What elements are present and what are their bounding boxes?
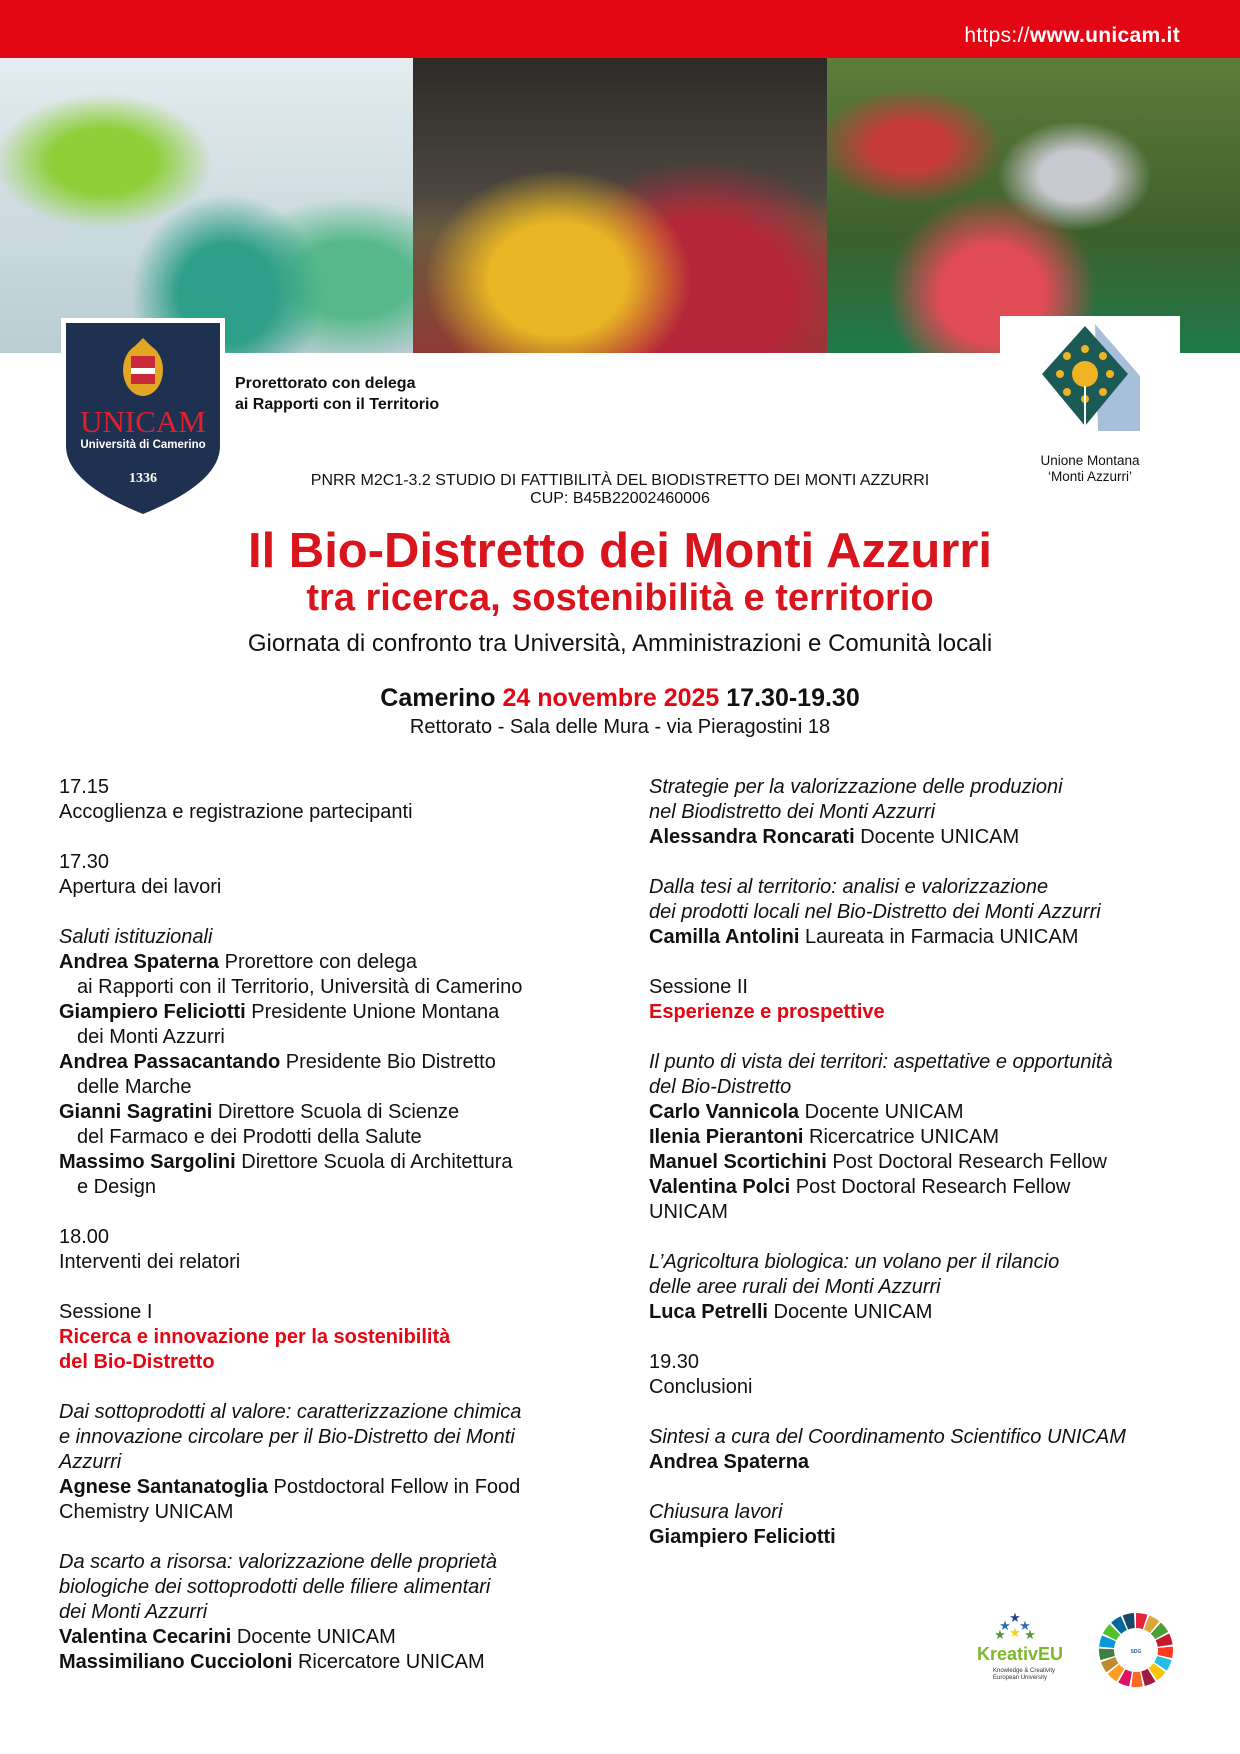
- program-line: [59, 1150, 619, 1175]
- photo-apple-harvest: [827, 58, 1240, 353]
- program-line: [59, 1075, 619, 1100]
- line-text: dei Monti Azzurri: [77, 1026, 225, 1048]
- program-line: [649, 1250, 1209, 1275]
- speaker-name: Camilla Antolini: [649, 926, 800, 948]
- prorettorato-line1: Prorettorato con delega: [235, 375, 416, 392]
- program-line: [59, 1000, 619, 1025]
- sdg-segment: [1157, 1647, 1173, 1659]
- line-text: Direttore Scuola di Architettura: [235, 1151, 513, 1173]
- top-bar: [0, 0, 1240, 58]
- svg-text:★: ★: [1009, 1625, 1021, 1640]
- speaker-name: Andrea Spaterna: [59, 951, 220, 973]
- program-line: [59, 1550, 619, 1575]
- unione-montana-logo: [1000, 316, 1180, 441]
- line-text: Il punto di vista dei territori: aspettative e opportunità: [649, 1051, 1113, 1073]
- event-venue: Rettorato - Sala delle Mura - via Pieragostini 18: [409, 716, 831, 738]
- program-line: [649, 1450, 1209, 1475]
- prorettorato-line2: ai Rapporti con il Territorio: [235, 396, 440, 413]
- spacer: [649, 1025, 1209, 1050]
- program-line: [59, 775, 619, 800]
- line-text: Post Doctoral Research Fellow: [790, 1176, 1071, 1198]
- program-line: [649, 1100, 1209, 1125]
- line-text: Presidente Unione Montana: [245, 1001, 500, 1023]
- program-line: [649, 1350, 1209, 1375]
- program-line: [59, 925, 619, 950]
- line-text: 18.00: [59, 1226, 110, 1248]
- speaker-name: Giampiero Feliciotti: [59, 1001, 246, 1023]
- sdg-segment: [1131, 1672, 1143, 1687]
- line-text: Interventi dei relatori: [59, 1251, 241, 1273]
- speaker-name: Andrea Passacantando: [59, 1051, 281, 1073]
- program-line: [649, 775, 1209, 800]
- program-line: [59, 1225, 619, 1250]
- program-line: [649, 925, 1209, 950]
- svg-text:KreativEU: KreativEU: [977, 1644, 1064, 1664]
- line-text: Docente UNICAM: [231, 1626, 396, 1648]
- line-text: UNICAM: [649, 1201, 728, 1223]
- speaker-name: Ilenia Pierantoni: [649, 1126, 804, 1148]
- line-text: Apertura dei lavori: [59, 876, 222, 898]
- project-title: PNRR M2C1-3.2 STUDIO DI FATTIBILITÀ DEL BIODISTRETTO DEI MONTI AZZURRI: [310, 472, 930, 489]
- event-city: Camerino: [380, 684, 496, 712]
- line-text: nel Biodistretto dei Monti Azzurri: [649, 801, 936, 823]
- line-text: Dai sottoprodotti al valore: caratterizzazione chimica: [59, 1401, 522, 1423]
- spacer: [649, 850, 1209, 875]
- line-text: Prorettore con delega: [219, 951, 417, 973]
- event-date: 24 novembre 2025: [502, 684, 720, 712]
- svg-text:★: ★: [1019, 1618, 1031, 1633]
- page-title: Il Bio-Distretto dei Monti Azzurri: [247, 524, 993, 578]
- program-line: [649, 1375, 1209, 1400]
- line-text: 19.30: [649, 1351, 700, 1373]
- line-text: Chiusura lavori: [649, 1501, 783, 1523]
- line-text: Laureata in Farmacia UNICAM: [799, 926, 1079, 948]
- line-text: Sessione I: [59, 1301, 153, 1323]
- program-line: [59, 850, 619, 875]
- svg-text:Knowledge & Creativity: Knowledge & Creativity: [993, 1668, 1056, 1674]
- program-line: [59, 875, 619, 900]
- program-line: [59, 1500, 619, 1525]
- program-line: [649, 975, 1209, 1000]
- line-text: biologiche dei sottoprodotti delle filiere alimentari: [59, 1576, 491, 1598]
- kreativeu-logo: [975, 1610, 1085, 1690]
- program-line: [649, 1150, 1209, 1175]
- spacer: [649, 1325, 1209, 1350]
- line-text: ai Rapporti con il Territorio, Università di Camerino: [77, 976, 523, 998]
- line-text: 17.15: [59, 776, 110, 798]
- spacer: [59, 1525, 619, 1550]
- project-reference: [0, 472, 1240, 508]
- line-text: delle aree rurali dei Monti Azzurri: [649, 1276, 941, 1298]
- program-line: [649, 1050, 1209, 1075]
- program-line: [649, 1075, 1209, 1100]
- sdg-wheel-logo: [1098, 1612, 1174, 1688]
- line-text: delle Marche: [77, 1076, 192, 1098]
- line-text: Da scarto a risorsa: valorizzazione delle proprietà: [59, 1551, 497, 1573]
- line-text: Strategie per la valorizzazione delle produzioni: [649, 776, 1063, 798]
- program-line: [59, 1100, 619, 1125]
- spacer: [59, 825, 619, 850]
- line-text: Docente UNICAM: [854, 826, 1020, 848]
- program-line: [59, 1650, 619, 1675]
- photo-food-waste: [413, 58, 827, 353]
- program-line: [649, 1300, 1209, 1325]
- project-cup: CUP: B45B22002460006: [530, 490, 710, 507]
- speaker-name: Valentina Cecarini: [59, 1626, 232, 1648]
- line-text: del Bio-Distretto: [59, 1351, 215, 1373]
- line-text: Docente UNICAM: [767, 1301, 933, 1323]
- program-right-column: [649, 775, 1209, 1550]
- program-line: [59, 1050, 619, 1075]
- program-line: [59, 975, 619, 1000]
- program-line: [649, 1525, 1209, 1550]
- line-text: e Design: [77, 1176, 156, 1198]
- unicam-subtitle: Università di Camerino: [80, 439, 206, 451]
- program-line: [59, 1625, 619, 1650]
- spacer: [649, 950, 1209, 975]
- spacer: [59, 900, 619, 925]
- line-text: Postdoctoral Fellow in Food: [267, 1476, 521, 1498]
- line-text: Conclusioni: [649, 1376, 753, 1398]
- line-text: Azzurri: [59, 1451, 122, 1473]
- line-text: Post Doctoral Research Fellow: [826, 1151, 1107, 1173]
- program-line: [59, 1250, 619, 1275]
- line-text: del Farmaco e dei Prodotti della Salute: [77, 1126, 422, 1148]
- spacer: [649, 1475, 1209, 1500]
- program-line: [59, 1300, 619, 1325]
- url-domain: www.unicam.it: [1029, 24, 1180, 47]
- program-line: [59, 1600, 619, 1625]
- program-line: [59, 950, 619, 975]
- speaker-name: Massimo Sargolini: [59, 1151, 236, 1173]
- program-line: [59, 1575, 619, 1600]
- line-text: Sintesi a cura del Coordinamento Scientifico UNICAM: [649, 1426, 1126, 1448]
- program-line: [59, 1125, 619, 1150]
- line-text: Docente UNICAM: [799, 1101, 964, 1123]
- program-line: [649, 1175, 1209, 1200]
- speaker-name: Carlo Vannicola: [649, 1101, 800, 1123]
- line-text: Chemistry UNICAM: [59, 1501, 234, 1523]
- prorettorato-label: [235, 373, 439, 415]
- line-text: e innovazione circolare per il Bio-Distretto dei Monti: [59, 1426, 515, 1448]
- spacer: [59, 1375, 619, 1400]
- program-line: [649, 875, 1209, 900]
- program-line: [59, 1425, 619, 1450]
- program-left-column: [59, 775, 619, 1675]
- program-line: [649, 1200, 1209, 1225]
- line-text: Saluti istituzionali: [59, 926, 213, 948]
- spacer: [59, 1275, 619, 1300]
- line-text: Sessione II: [649, 976, 748, 998]
- program-line: [59, 1350, 619, 1375]
- url-prefix: https://: [964, 24, 1030, 47]
- line-text: Esperienze e prospettive: [649, 1001, 885, 1023]
- line-text: dei Monti Azzurri: [59, 1601, 208, 1623]
- program-line: [649, 825, 1209, 850]
- line-text: Presidente Bio Distretto: [280, 1051, 496, 1073]
- program-line: [59, 1450, 619, 1475]
- line-text: 17.30: [59, 851, 110, 873]
- line-text: Ricerca e innovazione per la sostenibilità: [59, 1326, 451, 1348]
- line-text: Ricercatrice UNICAM: [803, 1126, 1000, 1148]
- line-text: Accoglienza e registrazione partecipanti: [59, 801, 413, 823]
- line-text: del Bio-Distretto: [649, 1076, 792, 1098]
- spacer: [649, 1225, 1209, 1250]
- photo-lab-plant: [0, 58, 413, 353]
- unicam-wordmark: UNICAM: [80, 404, 206, 439]
- spacer: [649, 1400, 1209, 1425]
- page-subtitle: tra ricerca, sostenibilità e territorio: [306, 577, 934, 619]
- spacer: [59, 1200, 619, 1225]
- program-line: [59, 1025, 619, 1050]
- speaker-name: Valentina Polci: [649, 1176, 791, 1198]
- program-line: [59, 1325, 619, 1350]
- svg-text:European University: European University: [993, 1675, 1048, 1681]
- speaker-name: Gianni Sagratini: [59, 1101, 213, 1123]
- program-line: [649, 1275, 1209, 1300]
- speaker-name: Luca Petrelli: [649, 1301, 768, 1323]
- svg-text:★: ★: [999, 1618, 1011, 1633]
- unicam-year: 1336: [129, 471, 157, 486]
- montana-line1: Unione Montana: [1040, 453, 1140, 468]
- event-time: 17.30-19.30: [726, 684, 860, 712]
- svg-text:★: ★: [1024, 1627, 1036, 1642]
- program-line: [59, 800, 619, 825]
- line-text: Direttore Scuola di Scienze: [212, 1101, 460, 1123]
- program-line: [649, 1500, 1209, 1525]
- program-line: [59, 1475, 619, 1500]
- speaker-name: Alessandra Roncarati: [649, 826, 855, 848]
- speaker-name: Andrea Spaterna: [649, 1451, 810, 1473]
- montana-line2: ‘Monti Azzurri’: [1047, 469, 1133, 484]
- speaker-name: Agnese Santanatoglia: [59, 1476, 268, 1498]
- program-line: [649, 1425, 1209, 1450]
- svg-text:SDG: SDG: [1130, 1649, 1142, 1655]
- speaker-name: Giampiero Feliciotti: [649, 1526, 836, 1548]
- program-line: [649, 900, 1209, 925]
- program-line: [649, 800, 1209, 825]
- event-datetime: [0, 684, 1240, 713]
- program-line: [59, 1400, 619, 1425]
- line-text: dei prodotti locali nel Bio-Distretto dei Monti Azzurri: [649, 901, 1101, 923]
- program-line: [59, 1175, 619, 1200]
- speaker-name: Manuel Scortichini: [649, 1151, 827, 1173]
- program-line: [649, 1000, 1209, 1025]
- tagline: Giornata di confronto tra Università, Amministrazioni e Comunità locali: [247, 630, 993, 657]
- line-text: Dalla tesi al territorio: analisi e valorizzazione: [649, 876, 1049, 898]
- program-line: [649, 1125, 1209, 1150]
- svg-text:★: ★: [1009, 1610, 1021, 1625]
- svg-text:★: ★: [994, 1627, 1006, 1642]
- speaker-name: Massimiliano Cuccioloni: [59, 1651, 293, 1673]
- line-text: L’Agricoltura biologica: un volano per il rilancio: [649, 1251, 1060, 1273]
- line-text: Ricercatore UNICAM: [292, 1651, 485, 1673]
- website-link[interactable]: [964, 24, 1180, 48]
